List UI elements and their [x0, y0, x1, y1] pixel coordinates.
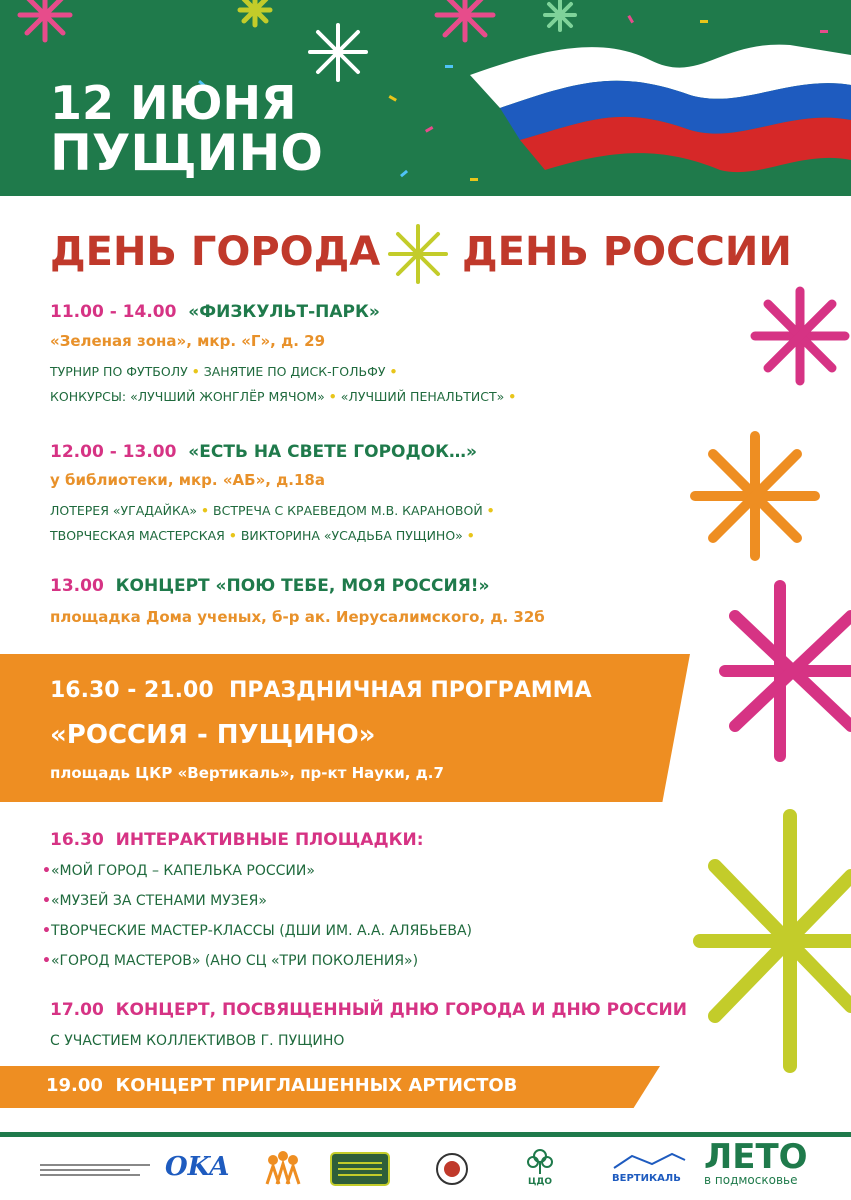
three-generations-logo — [265, 1150, 301, 1190]
headline-city-day: ДЕНЬ ГОРОДА — [50, 229, 381, 275]
leto-logo — [704, 1137, 808, 1187]
banner-heading — [50, 680, 592, 702]
concert-17-heading — [50, 1002, 687, 1019]
interactive-item: •«МОЙ ГОРОД – КАПЕЛЬКА РОССИИ» — [42, 863, 315, 879]
activity-item: «ЛУЧШИЙ ПЕНАЛЬТИСТ» — [340, 389, 505, 404]
event-3-title: КОНЦЕРТ «ПОЮ ТЕБЕ, МОЯ РОССИЯ!» — [115, 576, 490, 596]
banner-subtitle: «РОССИЯ - ПУЩИНО» — [50, 720, 376, 750]
white-star-icon — [310, 25, 366, 80]
concert-19-time: 19.00 — [46, 1075, 103, 1096]
russian-flag-ribbon-icon — [470, 45, 851, 172]
interactive-item: •«ГОРОД МАСТЕРОВ» (АНО СЦ «ТРИ ПОКОЛЕНИЯ») — [42, 953, 419, 969]
concert-17-subtitle: С УЧАСТИЕМ КОЛЛЕКТИВОВ Г. ПУЩИНО — [50, 1033, 345, 1049]
interactive-item: •ТВОРЧЕСКИЕ МАСТЕР-КЛАССЫ (ДШИ ИМ. А.А. АЛЯБЬЕВА) — [42, 923, 472, 939]
vertikal-logo — [612, 1150, 687, 1184]
pink-star-icon — [755, 291, 845, 381]
concert-19-heading — [46, 1077, 517, 1095]
event-1-activities-2: КОНКУРСЫ: «ЛУЧШИЙ ЖОНГЛЁР МЯЧОМ» • «ЛУЧШИЙ ПЕНАЛЬТИСТ» • — [50, 389, 517, 404]
activity-item: ВИКТОРИНА «УСАДЬБА ПУЩИНО» — [240, 528, 463, 543]
activity-item: ЗАНЯТИЕ ПО ДИСК-ГОЛЬФУ — [203, 364, 386, 379]
event-3-heading — [50, 578, 490, 595]
banner-title: ПРАЗДНИЧНАЯ ПРОГРАММА — [228, 678, 592, 703]
lime-star-icon — [700, 816, 851, 1066]
event-2-location: у библиотеки, мкр. «АБ», д.18а — [50, 471, 325, 489]
interactive-heading — [50, 832, 424, 849]
date-title: 12 ИЮНЯ — [50, 76, 297, 130]
green-star-icon — [545, 0, 575, 30]
leto-big-label: ЛЕТО — [704, 1137, 808, 1177]
library-logo — [40, 1160, 150, 1180]
concert-17-time: 17.00 — [50, 1000, 104, 1020]
city-title: ПУЩИНО — [50, 124, 323, 182]
activity-item: КОНКУРСЫ: «ЛУЧШИЙ ЖОНГЛЁР МЯЧОМ» — [50, 389, 325, 404]
interactive-item: •«МУЗЕЙ ЗА СТЕНАМИ МУЗЕЯ» — [42, 893, 267, 909]
header-banner — [0, 0, 851, 196]
event-2-title: «ЕСТЬ НА СВЕТЕ ГОРОДОК…» — [188, 442, 477, 462]
activity-item: ЛОТЕРЕЯ «УГАДАЙКА» — [50, 503, 198, 518]
event-1-location: «Зеленая зона», мкр. «Г», д. 29 — [50, 332, 326, 350]
vertikal-label: ВЕРТИКАЛЬ — [612, 1173, 681, 1184]
event-3-location: площадка Дома ученых, б-р ак. Иерусалимского, д. 32б — [50, 608, 545, 626]
event-3-time: 13.00 — [50, 576, 104, 596]
concert-17-title: КОНЦЕРТ, ПОСВЯЩЕННЫЙ ДНЮ ГОРОДА И ДНЮ РОССИИ — [115, 1000, 687, 1020]
event-2-activities-1: ЛОТЕРЕЯ «УГАДАЙКА» • ВСТРЕЧА С КРАЕВЕДОМ М.В. КАРАНОВОЙ • — [50, 503, 495, 518]
pink-star-icon — [725, 586, 851, 756]
event-1-title: «ФИЗКУЛЬТ-ПАРК» — [188, 302, 380, 322]
headline-russia-day: ДЕНЬ РОССИИ — [462, 229, 792, 275]
museum-logo — [330, 1152, 390, 1190]
round-seal-logo — [435, 1152, 469, 1190]
banner-location: площадь ЦКР «Вертикаль», пр-кт Науки, д.7 — [50, 764, 444, 782]
banner-time: 16.30 - 21.00 — [50, 678, 214, 703]
lime-star-icon — [240, 0, 270, 25]
oka-logo: OKA — [165, 1152, 230, 1182]
lime-star-icon — [390, 226, 446, 282]
activity-item: ТУРНИР ПО ФУТБОЛУ — [50, 364, 188, 379]
event-2-heading — [50, 444, 477, 461]
leto-small-label: в подмосковье — [704, 1173, 798, 1187]
activity-item: ВСТРЕЧА С КРАЕВЕДОМ М.В. КАРАНОВОЙ — [213, 503, 483, 518]
event-1-heading — [50, 304, 380, 321]
pink-star-icon — [20, 0, 70, 40]
concert-19-title: КОНЦЕРТ ПРИГЛАШЕННЫХ АРТИСТОВ — [115, 1075, 518, 1096]
event-1-activities-1: ТУРНИР ПО ФУТБОЛУ • ЗАНЯТИЕ ПО ДИСК-ГОЛЬФУ • — [50, 364, 398, 379]
interactive-time: 16.30 — [50, 830, 104, 850]
orange-star-icon — [695, 436, 815, 556]
activity-item: ТВОРЧЕСКАЯ МАСТЕРСКАЯ — [50, 528, 225, 543]
event-1-time: 11.00 - 14.00 — [50, 302, 177, 322]
interactive-title: ИНТЕРАКТИВНЫЕ ПЛОЩАДКИ: — [115, 830, 424, 850]
cdo-logo — [525, 1148, 555, 1187]
pink-star-icon — [437, 0, 493, 40]
cdo-label: ЦДО — [527, 1177, 553, 1187]
event-2-activities-2: ТВОРЧЕСКАЯ МАСТЕРСКАЯ • ВИКТОРИНА «УСАДЬБА ПУЩИНО» • — [50, 528, 475, 543]
event-2-time: 12.00 - 13.00 — [50, 442, 177, 462]
